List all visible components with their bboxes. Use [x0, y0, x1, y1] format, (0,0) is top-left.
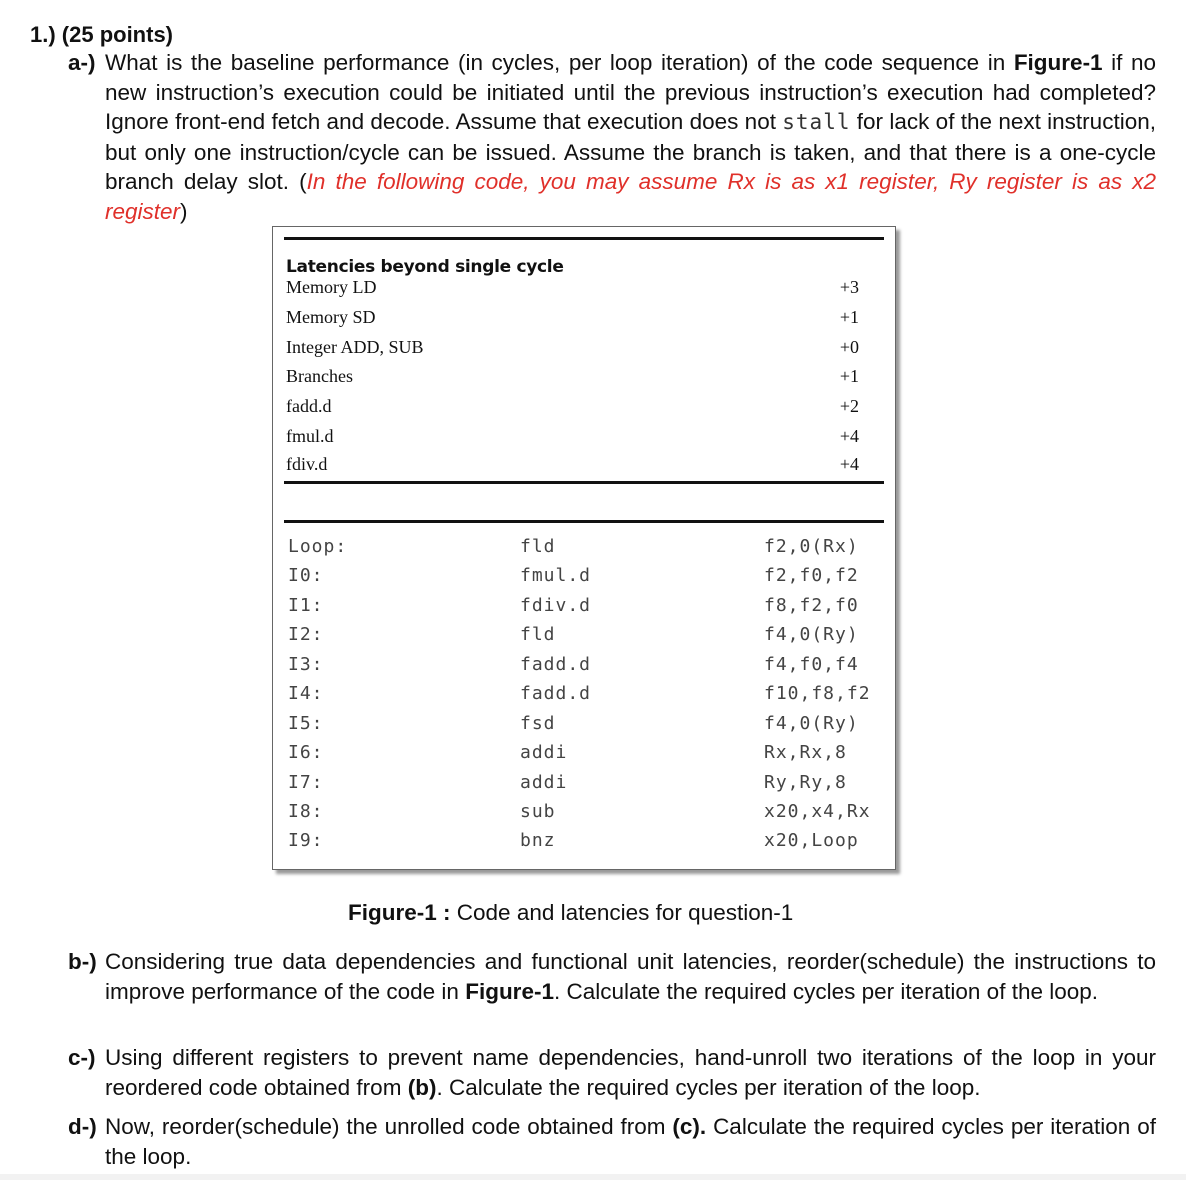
code-args: f2,f0,f2 [764, 565, 859, 586]
part-c [68, 1043, 1156, 1102]
latency-name: Memory LD [286, 277, 377, 297]
code-args: x20,x4,Rx [764, 801, 871, 822]
code-op: fadd.d [520, 683, 592, 704]
latency-row [286, 396, 875, 420]
part-d-text-1: Now, reorder(schedule) the unrolled code obtained from [105, 1114, 666, 1139]
figure-caption [348, 900, 793, 926]
latency-name: fmul.d [286, 426, 334, 446]
top-rule [284, 237, 884, 240]
code-row [288, 742, 875, 768]
code-label: I0: [288, 565, 324, 586]
code-op: fmul.d [520, 565, 592, 586]
part-c-ref: (b) [407, 1074, 437, 1100]
latency-row [286, 454, 875, 478]
code-args: x20,Loop [764, 830, 859, 851]
question-title: 1.) (25 points) [30, 22, 174, 47]
latency-value: +1 [839, 366, 859, 386]
code-op: sub [520, 801, 556, 822]
code-row [288, 536, 875, 562]
part-b-text [105, 947, 1156, 1006]
latency-row [286, 426, 875, 450]
code-args: f8,f2,f0 [764, 595, 859, 616]
code-op: fld [520, 624, 556, 645]
part-a-label: a-) [68, 50, 96, 75]
latency-value: +3 [839, 277, 859, 297]
part-a-note: In the following code, you may assume Rx is as x1 register, Ry register is as x2 register [105, 169, 1156, 224]
code-row [288, 683, 875, 709]
code-op: addi [520, 742, 568, 763]
part-c-text [105, 1043, 1156, 1102]
code-label: I1: [288, 595, 324, 616]
latency-value: +4 [839, 454, 859, 474]
part-a-code-word: stall [782, 110, 851, 134]
code-label: Loop: [288, 536, 348, 557]
latency-row [286, 307, 875, 331]
caption-text: Code and latencies for question-1 [456, 900, 794, 925]
code-args: f4,0(Ry) [764, 713, 859, 734]
part-c-label: c-) [68, 1045, 96, 1070]
code-row [288, 595, 875, 621]
latency-value: +0 [839, 337, 859, 357]
part-d-text-2: Calculate the required cycles per iteration of the loop. [105, 1114, 1156, 1169]
part-c-text-1: Using different registers to prevent name dependencies, hand-unroll two iterations of the loop in your reordered code obtained from [105, 1045, 1156, 1100]
part-a-text-4: ) [180, 198, 188, 224]
code-label: I6: [288, 742, 324, 763]
latency-header: Latencies beyond single cycle [286, 257, 564, 277]
part-b-label: b-) [68, 949, 97, 974]
code-label: I7: [288, 772, 324, 793]
latency-row [286, 277, 875, 301]
part-b-text-1: Considering true data dependencies and functional unit latencies, reorder(schedule) the instructions to improve performance of the code in [105, 949, 1156, 1004]
code-args: f2,0(Rx) [764, 536, 859, 557]
part-b-figure-ref: Figure-1 [465, 978, 554, 1004]
code-op: bnz [520, 830, 556, 851]
part-a-figure-ref: Figure-1 [1013, 50, 1103, 75]
code-label: I8: [288, 801, 324, 822]
part-b-text-2: . Calculate the required cycles per iteration of the loop. [553, 978, 1099, 1004]
code-row [288, 830, 875, 856]
part-a-text [105, 48, 1156, 226]
code-op: fadd.d [520, 654, 592, 675]
caption-label: Figure-1 : [348, 900, 451, 925]
code-args: Rx,Rx,8 [764, 742, 847, 763]
code-op: fdiv.d [520, 595, 592, 616]
code-args: Ry,Ry,8 [764, 772, 847, 793]
part-d [68, 1112, 1156, 1171]
part-a-text-1: What is the baseline performance (in cycles, per loop iteration) of the code sequence in [105, 50, 1006, 75]
part-c-text-2: . Calculate the required cycles per iteration of the loop. [436, 1074, 981, 1100]
code-op: fsd [520, 713, 556, 734]
code-top-rule [284, 520, 884, 523]
latency-name: Integer ADD, SUB [286, 337, 424, 357]
latency-name: fdiv.d [286, 454, 328, 474]
code-row [288, 565, 875, 591]
code-op: addi [520, 772, 568, 793]
code-label: I5: [288, 713, 324, 734]
part-d-ref: (c). [672, 1114, 707, 1139]
latency-name: Memory SD [286, 307, 376, 327]
latency-row [286, 366, 875, 390]
code-row [288, 713, 875, 739]
code-row [288, 654, 875, 680]
code-label: I9: [288, 830, 324, 851]
code-row [288, 772, 875, 798]
figure-box [272, 226, 896, 870]
code-args: f4,f0,f4 [764, 654, 859, 675]
bottom-strip [0, 1174, 1186, 1180]
code-label: I4: [288, 683, 324, 704]
part-d-label: d-) [68, 1114, 97, 1139]
latency-name: fadd.d [286, 396, 332, 416]
part-a-text-3: for lack of the next instruction, but only one instruction/cycle can be issued. Assume the branch is taken, and that there is a one-cycle branch delay slot. ( [105, 109, 1156, 194]
code-row [288, 624, 875, 650]
code-row [288, 801, 875, 827]
code-label: I2: [288, 624, 324, 645]
latency-name: Branches [286, 366, 353, 386]
code-args: f10,f8,f2 [764, 683, 871, 704]
part-b [68, 947, 1156, 1006]
part-a-text-2: if no new instruction’s execution could be initiated until the previous instruction’s execution had completed? Ignore front-end fetch and decode. Assume that execution does not [105, 50, 1156, 134]
part-d-text [105, 1112, 1156, 1171]
middle-rule [284, 481, 884, 484]
part-a [68, 48, 1156, 226]
latency-value: +1 [839, 307, 859, 327]
latency-row [286, 337, 875, 361]
code-args: f4,0(Ry) [764, 624, 859, 645]
code-label: I3: [288, 654, 324, 675]
latency-value: +2 [839, 396, 859, 416]
latency-value: +4 [839, 426, 859, 446]
code-op: fld [520, 536, 556, 557]
